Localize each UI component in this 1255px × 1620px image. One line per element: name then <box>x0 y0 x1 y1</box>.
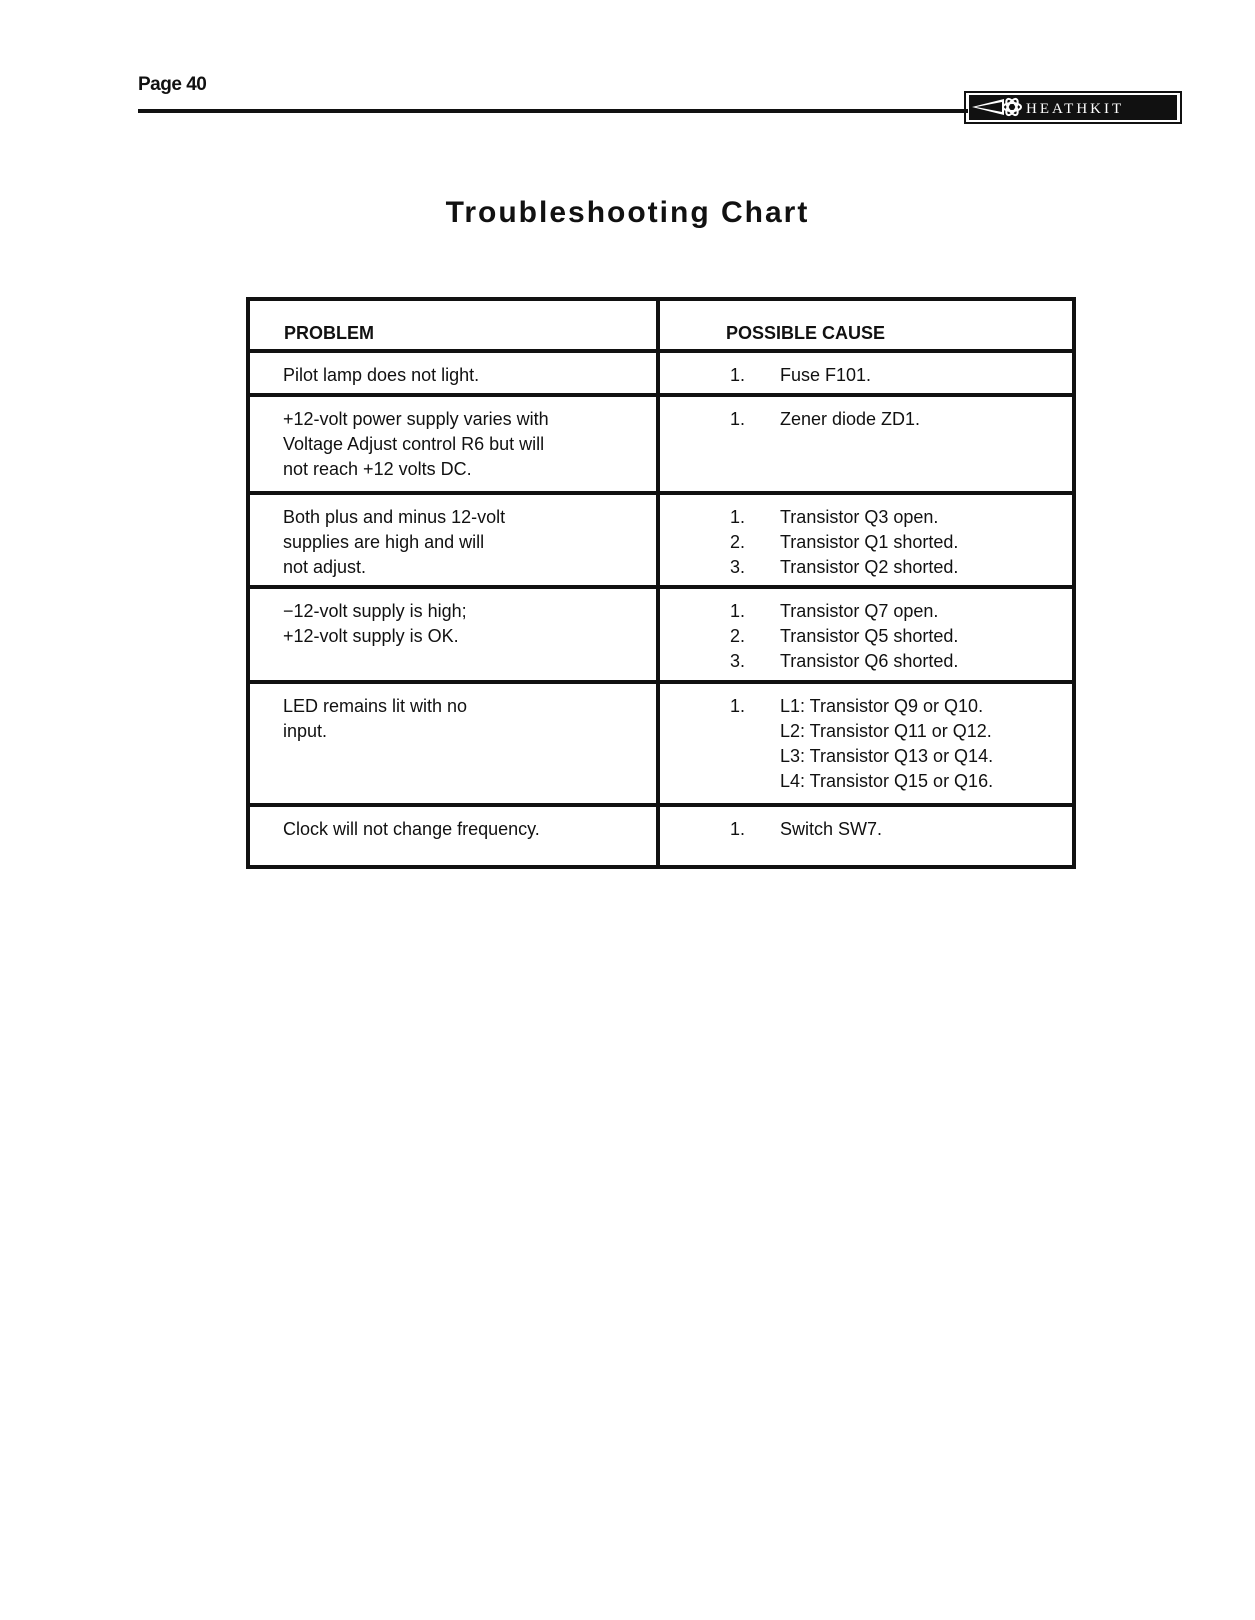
cause-line: Transistor Q3 open. <box>779 507 939 527</box>
possible-cause-cell <box>658 493 1074 587</box>
problem-line: not adjust. <box>283 557 367 577</box>
cause-line: L1: Transistor Q9 or Q10. <box>779 696 984 716</box>
problem-line: −12-volt supply is high; <box>283 601 467 621</box>
problem-line: not reach +12 volts DC. <box>283 459 472 479</box>
cause-line: Transistor Q2 shorted. <box>779 557 959 577</box>
problem-line: +12-volt supply is OK. <box>283 626 459 646</box>
cause-number: 1. <box>729 819 745 839</box>
cause-item <box>730 407 1062 432</box>
cause-line: Fuse F101. <box>779 365 872 385</box>
problem-cell <box>248 587 658 682</box>
problem-line: input. <box>283 721 328 741</box>
cause-text <box>780 530 958 555</box>
problem-line: LED remains lit with no <box>283 696 468 716</box>
table-row <box>248 395 1074 493</box>
cause-text <box>780 599 938 624</box>
cause-item <box>730 363 1062 388</box>
cause-number: 1. <box>729 696 745 716</box>
possible-cause-cell <box>658 351 1074 395</box>
cause-item <box>730 505 1062 530</box>
cause-number: 3. <box>729 557 745 577</box>
header-rule <box>138 109 968 113</box>
problem-cell <box>248 682 658 805</box>
cause-text <box>780 407 920 432</box>
cause-number: 1. <box>729 409 745 429</box>
cause-line: Zener diode ZD1. <box>779 409 921 429</box>
cause-text <box>780 694 993 794</box>
problem-line: Voltage Adjust control R6 but will <box>283 434 545 454</box>
cause-line: Transistor Q1 shorted. <box>779 532 959 552</box>
table-row <box>248 351 1074 395</box>
cause-line: Transistor Q6 shorted. <box>779 651 959 671</box>
cause-text <box>780 649 958 674</box>
header-possible-cause: POSSIBLE CAUSE <box>658 299 1074 351</box>
cause-number: 1. <box>729 601 745 621</box>
cause-item <box>730 530 1062 555</box>
heathkit-logo-graphic <box>964 91 1182 124</box>
cause-item <box>730 624 1062 649</box>
problem-line: Clock will not change frequency. <box>283 819 540 839</box>
cause-item <box>730 649 1062 674</box>
cause-number: 1. <box>729 365 745 385</box>
page-number: Page 40 <box>138 74 207 95</box>
logo-text: HEATHKIT <box>1026 101 1125 117</box>
cause-item <box>730 599 1062 624</box>
table-row <box>248 805 1074 867</box>
cause-item <box>730 817 1062 842</box>
cause-number: 1. <box>729 507 745 527</box>
problem-cell <box>248 395 658 493</box>
cause-line: L3: Transistor Q13 or Q14. <box>779 746 994 766</box>
cause-text <box>780 555 958 580</box>
cause-text <box>780 817 882 842</box>
cause-line: Transistor Q5 shorted. <box>779 626 959 646</box>
troubleshooting-table <box>246 297 1076 869</box>
cause-text <box>780 363 871 388</box>
cause-number: 2. <box>729 532 745 552</box>
cause-item <box>730 555 1062 580</box>
cause-line: Transistor Q7 open. <box>779 601 939 621</box>
header-problem: PROBLEM <box>248 299 658 351</box>
problem-line: Both plus and minus 12-volt <box>283 507 506 527</box>
possible-cause-cell <box>658 682 1074 805</box>
cause-text <box>780 505 938 530</box>
possible-cause-cell <box>658 587 1074 682</box>
page-title: Troubleshooting Chart <box>445 196 810 229</box>
table-header-row <box>248 299 1074 351</box>
cause-number: 2. <box>729 626 745 646</box>
table-row <box>248 493 1074 587</box>
possible-cause-cell <box>658 805 1074 867</box>
possible-cause-cell <box>658 395 1074 493</box>
cause-text <box>780 624 958 649</box>
cause-line: L2: Transistor Q11 or Q12. <box>779 721 992 741</box>
cause-line: L4: Transistor Q15 or Q16. <box>779 771 994 791</box>
problem-line: Pilot lamp does not light. <box>283 365 480 385</box>
problem-cell <box>248 805 658 867</box>
problem-cell <box>248 351 658 395</box>
table-row <box>248 682 1074 805</box>
problem-cell <box>248 493 658 587</box>
heathkit-logo <box>964 91 1182 124</box>
cause-number: 3. <box>729 651 745 671</box>
problem-line: +12-volt power supply varies with <box>283 409 549 429</box>
cause-line: Switch SW7. <box>779 819 883 839</box>
problem-line: supplies are high and will <box>283 532 485 552</box>
table-row <box>248 587 1074 682</box>
cause-item <box>730 694 1062 794</box>
table-body <box>248 351 1074 867</box>
